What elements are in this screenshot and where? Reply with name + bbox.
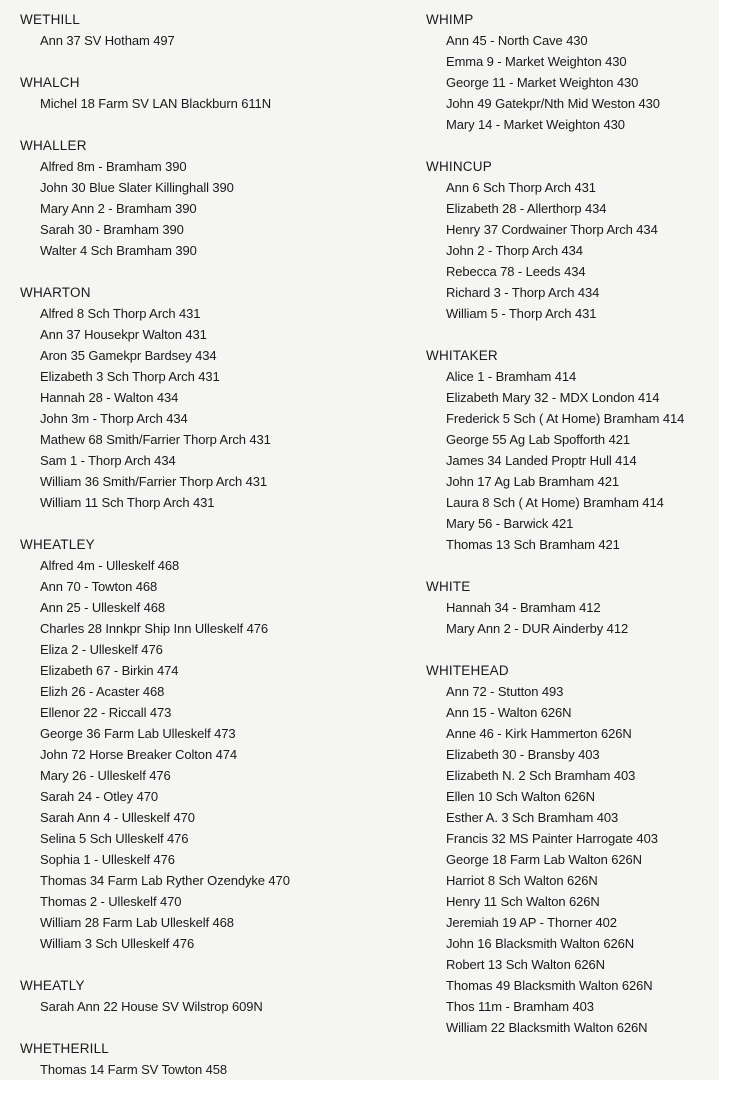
person-entry: Ellen 10 Sch Walton 626N bbox=[446, 789, 595, 804]
person-entry: John 72 Horse Breaker Colton 474 bbox=[40, 747, 237, 762]
surname-heading: WHEATLEY bbox=[20, 537, 95, 552]
surname-heading: WHITE bbox=[426, 579, 471, 594]
person-entry: Alfred 4m - Ulleskelf 468 bbox=[40, 558, 180, 573]
surname-heading: WHALLER bbox=[20, 138, 87, 153]
person-entry: Ann 72 - Stutton 493 bbox=[446, 684, 564, 699]
person-entry: Aron 35 Gamekpr Bardsey 434 bbox=[40, 348, 217, 363]
entry-list bbox=[20, 303, 415, 513]
person-entry: Ann 25 - Ulleskelf 468 bbox=[40, 600, 165, 615]
person-entry: William 22 Blacksmith Walton 626N bbox=[446, 1020, 648, 1035]
person-entry: Mary Ann 2 - Bramham 390 bbox=[40, 201, 197, 216]
person-entry: Elizabeth 3 Sch Thorp Arch 431 bbox=[40, 369, 220, 384]
person-entry: Ann 45 - North Cave 430 bbox=[446, 33, 588, 48]
surname-group bbox=[20, 72, 415, 114]
person-entry: Henry 37 Cordwainer Thorp Arch 434 bbox=[446, 222, 658, 237]
person-entry: Ann 37 Housekpr Walton 431 bbox=[40, 327, 207, 342]
person-entry: Selina 5 Sch Ulleskelf 476 bbox=[40, 831, 189, 846]
person-entry: John 3m - Thorp Arch 434 bbox=[40, 411, 188, 426]
person-entry: Hannah 28 - Walton 434 bbox=[40, 390, 179, 405]
person-entry: Richard 3 - Thorp Arch 434 bbox=[446, 285, 600, 300]
person-entry: Esther A. 3 Sch Bramham 403 bbox=[446, 810, 619, 825]
person-entry: John 2 - Thorp Arch 434 bbox=[446, 243, 583, 258]
surname-heading: WHITAKER bbox=[426, 348, 498, 363]
person-entry: John 17 Ag Lab Bramham 421 bbox=[446, 474, 620, 489]
surname-heading: WHARTON bbox=[20, 285, 91, 300]
person-entry: Eliza 2 - Ulleskelf 476 bbox=[40, 642, 163, 657]
person-entry: Sarah 30 - Bramham 390 bbox=[40, 222, 184, 237]
surname-group bbox=[20, 9, 415, 51]
entry-list bbox=[426, 681, 719, 1038]
surname-heading: WHEATLY bbox=[20, 978, 85, 993]
person-entry: Thomas 34 Farm Lab Ryther Ozendyke 470 bbox=[40, 873, 290, 888]
person-entry: Ann 6 Sch Thorp Arch 431 bbox=[446, 180, 596, 195]
person-entry: Emma 9 - Market Weighton 430 bbox=[446, 54, 627, 69]
person-entry: James 34 Landed Proptr Hull 414 bbox=[446, 453, 637, 468]
surname-group bbox=[426, 345, 719, 555]
person-entry: George 55 Ag Lab Spofforth 421 bbox=[446, 432, 630, 447]
person-entry: Alice 1 - Bramham 414 bbox=[446, 369, 577, 384]
surname-group bbox=[426, 9, 719, 135]
person-entry: William 28 Farm Lab Ulleskelf 468 bbox=[40, 915, 234, 930]
person-entry: Henry 11 Sch Walton 626N bbox=[446, 894, 600, 909]
person-entry: Elizabeth Mary 32 - MDX London 414 bbox=[446, 390, 660, 405]
person-entry: George 18 Farm Lab Walton 626N bbox=[446, 852, 642, 867]
entry-list bbox=[426, 597, 719, 639]
person-entry: Harriot 8 Sch Walton 626N bbox=[446, 873, 598, 888]
person-entry: Sarah Ann 4 - Ulleskelf 470 bbox=[40, 810, 195, 825]
person-entry: Francis 32 MS Painter Harrogate 403 bbox=[446, 831, 658, 846]
surname-heading: WHITEHEAD bbox=[426, 663, 509, 678]
person-entry: John 49 Gatekpr/Nth Mid Weston 430 bbox=[446, 96, 660, 111]
person-entry: Elizabeth 67 - Birkin 474 bbox=[40, 663, 179, 678]
person-entry: Ann 15 - Walton 626N bbox=[446, 705, 572, 720]
person-entry: Sarah 24 - Otley 470 bbox=[40, 789, 158, 804]
surname-heading: WHINCUP bbox=[426, 159, 492, 174]
person-entry: George 11 - Market Weighton 430 bbox=[446, 75, 639, 90]
person-entry: Elizabeth 30 - Bransby 403 bbox=[446, 747, 600, 762]
person-entry: Charles 28 Innkpr Ship Inn Ulleskelf 476 bbox=[40, 621, 268, 636]
surname-group bbox=[426, 156, 719, 324]
person-entry: Anne 46 - Kirk Hammerton 626N bbox=[446, 726, 632, 741]
person-entry: Thomas 2 - Ulleskelf 470 bbox=[40, 894, 182, 909]
person-entry: John 30 Blue Slater Killinghall 390 bbox=[40, 180, 234, 195]
entry-list bbox=[20, 1059, 415, 1080]
person-entry: Ann 37 SV Hotham 497 bbox=[40, 33, 175, 48]
entry-list bbox=[20, 555, 415, 954]
surname-group bbox=[20, 1038, 415, 1080]
entry-list bbox=[426, 366, 719, 555]
person-entry: Alfred 8m - Bramham 390 bbox=[40, 159, 187, 174]
person-entry: William 3 Sch Ulleskelf 476 bbox=[40, 936, 195, 951]
left-column bbox=[20, 9, 415, 1080]
person-entry: Rebecca 78 - Leeds 434 bbox=[446, 264, 586, 279]
person-entry: Thomas 49 Blacksmith Walton 626N bbox=[446, 978, 653, 993]
surname-group bbox=[20, 975, 415, 1017]
person-entry: Thomas 13 Sch Bramham 421 bbox=[446, 537, 620, 552]
entry-list bbox=[20, 93, 415, 114]
person-entry: Michel 18 Farm SV LAN Blackburn 611N bbox=[40, 96, 271, 111]
surname-group bbox=[426, 576, 719, 639]
person-entry: Elizh 26 - Acaster 468 bbox=[40, 684, 165, 699]
person-entry: Mary 14 - Market Weighton 430 bbox=[446, 117, 625, 132]
person-entry: Elizabeth 28 - Allerthorp 434 bbox=[446, 201, 607, 216]
person-entry: Hannah 34 - Bramham 412 bbox=[446, 600, 601, 615]
person-entry: John 16 Blacksmith Walton 626N bbox=[446, 936, 635, 951]
person-entry: Mary 26 - Ulleskelf 476 bbox=[40, 768, 171, 783]
surname-group bbox=[20, 135, 415, 261]
person-entry: Sam 1 - Thorp Arch 434 bbox=[40, 453, 176, 468]
person-entry: Jeremiah 19 AP - Thorner 402 bbox=[446, 915, 617, 930]
person-entry: Sarah Ann 22 House SV Wilstrop 609N bbox=[40, 999, 263, 1014]
person-entry: Walter 4 Sch Bramham 390 bbox=[40, 243, 197, 258]
surname-group bbox=[20, 534, 415, 954]
person-entry: Sophia 1 - Ulleskelf 476 bbox=[40, 852, 175, 867]
person-entry: Mary Ann 2 - DUR Ainderby 412 bbox=[446, 621, 629, 636]
surname-group bbox=[20, 282, 415, 513]
person-entry: Alfred 8 Sch Thorp Arch 431 bbox=[40, 306, 201, 321]
entry-list bbox=[426, 177, 719, 324]
surname-group bbox=[426, 660, 719, 1038]
surname-heading: WHIMP bbox=[426, 12, 474, 27]
person-entry: Mathew 68 Smith/Farrier Thorp Arch 431 bbox=[40, 432, 271, 447]
person-entry: William 5 - Thorp Arch 431 bbox=[446, 306, 597, 321]
surname-heading: WHALCH bbox=[20, 75, 80, 90]
entry-list bbox=[426, 30, 719, 135]
person-entry: Frederick 5 Sch ( At Home) Bramham 414 bbox=[446, 411, 685, 426]
person-entry: Robert 13 Sch Walton 626N bbox=[446, 957, 605, 972]
person-entry: Mary 56 - Barwick 421 bbox=[446, 516, 574, 531]
surname-heading: WHETHERILL bbox=[20, 1041, 110, 1056]
person-entry: Ellenor 22 - Riccall 473 bbox=[40, 705, 172, 720]
person-entry: George 36 Farm Lab Ulleskelf 473 bbox=[40, 726, 236, 741]
person-entry: William 11 Sch Thorp Arch 431 bbox=[40, 495, 215, 510]
person-entry: Elizabeth N. 2 Sch Bramham 403 bbox=[446, 768, 636, 783]
person-entry: Laura 8 Sch ( At Home) Bramham 414 bbox=[446, 495, 664, 510]
right-column bbox=[426, 9, 719, 1059]
person-entry: Ann 70 - Towton 468 bbox=[40, 579, 158, 594]
entry-list bbox=[20, 30, 415, 51]
entry-list bbox=[20, 996, 415, 1017]
person-entry: William 36 Smith/Farrier Thorp Arch 431 bbox=[40, 474, 268, 489]
entry-list bbox=[20, 156, 415, 261]
person-entry: Thomas 14 Farm SV Towton 458 bbox=[40, 1062, 227, 1077]
person-entry: Thos 11m - Bramham 403 bbox=[446, 999, 594, 1014]
surname-heading: WETHILL bbox=[20, 12, 80, 27]
